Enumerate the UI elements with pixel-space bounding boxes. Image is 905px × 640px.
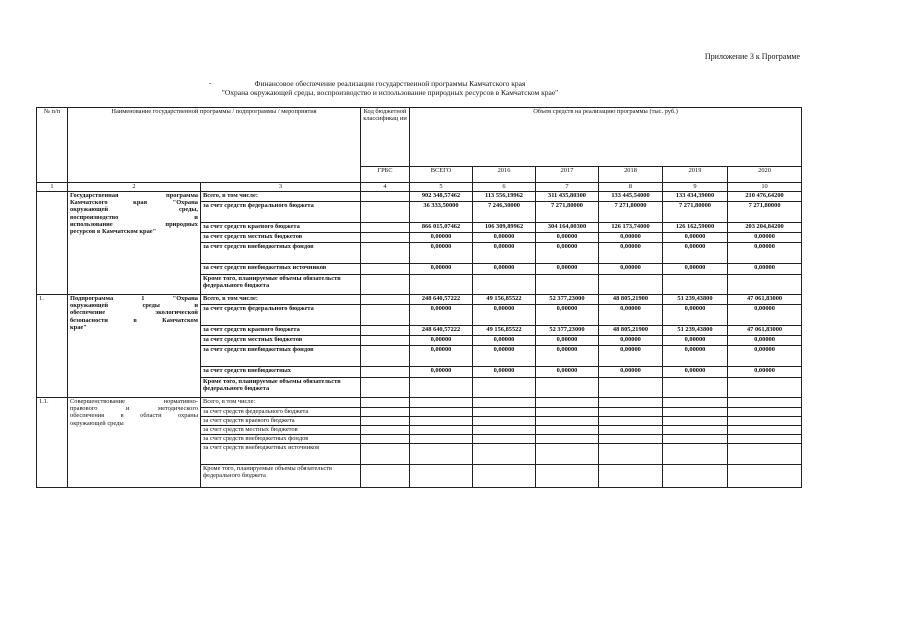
funding-source-label: за счет средств внебюджетных фондов [201, 346, 361, 367]
column-number: 5 [410, 183, 473, 192]
year-value [663, 275, 728, 295]
year-value: 0,00000 [663, 305, 728, 326]
column-number: 4 [361, 183, 410, 192]
funding-source-label: Кроме того, планируемые объемы обязательств федерального бюджета [201, 378, 361, 398]
column-number: 7 [536, 183, 599, 192]
year-value: 210 476,64200 [728, 192, 802, 202]
year-value [599, 426, 663, 435]
year-value [728, 417, 802, 426]
grbs-cell [361, 305, 410, 326]
grbs-cell [361, 264, 410, 275]
funding-source-label: за счет средств краевого бюджета [201, 326, 361, 336]
funding-source-label: Всего, в том числе: [201, 192, 361, 202]
year-value: 0,00000 [536, 367, 599, 378]
year-value [536, 378, 599, 398]
column-number: 9 [663, 183, 728, 192]
year-value [473, 275, 536, 295]
year-value: 0,00000 [536, 336, 599, 346]
title-line-1: Финансовое обеспечение реализации государственной программы Камчатского края [254, 79, 526, 88]
funding-source-label: за счет средств федерального бюджета [201, 408, 361, 417]
year-value: 0,00000 [473, 367, 536, 378]
year-value [536, 465, 599, 488]
year-value: 126 162,59000 [663, 223, 728, 233]
year-value [728, 378, 802, 398]
header-code: Код бюджетной классификац ии [361, 108, 410, 167]
column-number: 6 [473, 183, 536, 192]
total-value: 0,00000 [410, 233, 473, 243]
funding-source-label: Кроме того, планируемые объемы обязательств федерального бюджета [201, 275, 361, 295]
year-value [663, 398, 728, 408]
year-value: 48 805,21900 [599, 295, 663, 305]
funding-source-label: за счет средств федерального бюджета [201, 305, 361, 326]
year-value [536, 444, 599, 465]
year-value: 47 061,83000 [728, 326, 802, 336]
header-total: ВСЕГО [410, 167, 473, 183]
funding-source-label: Всего, в том числе: [201, 398, 361, 408]
grbs-cell [361, 444, 410, 465]
year-value: 0,00000 [473, 336, 536, 346]
year-value [473, 378, 536, 398]
grbs-cell [361, 275, 410, 295]
program-name-line: окружающей среды, [70, 206, 198, 214]
year-value: 113 556,19962 [473, 192, 536, 202]
funding-source-label: за счет средств внебюджетных [201, 367, 361, 378]
year-value: 0,00000 [473, 243, 536, 264]
total-value: 36 333,50000 [410, 202, 473, 223]
funding-source-label: за счет средств краевого бюджета [201, 417, 361, 426]
grbs-cell [361, 435, 410, 444]
year-value: 0,00000 [728, 336, 802, 346]
funding-source-label: за счет средств внебюджетных фондов [201, 243, 361, 264]
year-value [663, 417, 728, 426]
year-value: 0,00000 [473, 346, 536, 367]
document-title [180, 79, 600, 97]
year-value: 7 271,80000 [599, 202, 663, 223]
row-number: 1. [37, 295, 68, 398]
year-value: 48 805,21900 [599, 326, 663, 336]
year-value [473, 465, 536, 488]
year-value: 0,00000 [663, 243, 728, 264]
program-name-line: безопасности в Камчатском [70, 316, 198, 324]
year-value: 7 271,80000 [536, 202, 599, 223]
year-value [599, 417, 663, 426]
year-value [728, 435, 802, 444]
year-value: 47 061,83000 [728, 295, 802, 305]
header-year: 2018 [599, 167, 663, 183]
year-value [663, 465, 728, 488]
title-line-2: "Охрана окружающей среды, воспроизводство и использование природных ресурсов в Камчатском крае" [221, 88, 559, 97]
total-value [410, 378, 473, 398]
total-value: 866 015,07462 [410, 223, 473, 233]
year-value: 0,00000 [663, 346, 728, 367]
year-value: 0,00000 [599, 305, 663, 326]
header-year: 2020 [728, 167, 802, 183]
year-value [663, 435, 728, 444]
total-value [410, 465, 473, 488]
year-value: 0,00000 [536, 243, 599, 264]
year-value [728, 408, 802, 417]
total-value: 0,00000 [410, 367, 473, 378]
grbs-cell [361, 398, 410, 408]
grbs-cell [361, 465, 410, 488]
year-value: 126 173,74000 [599, 223, 663, 233]
header-grbs: ГРБС [361, 167, 410, 183]
year-value: 0,00000 [728, 346, 802, 367]
total-value [410, 275, 473, 295]
funding-source-label: Кроме того, планируемые объемы обязательств федерального бюджета [201, 465, 361, 488]
year-value: 0,00000 [599, 264, 663, 275]
grbs-cell [361, 408, 410, 417]
funding-source-label: за счет средств местных бюджетов [201, 336, 361, 346]
column-number: 10 [728, 183, 802, 192]
year-value: 51 239,43800 [663, 295, 728, 305]
funding-source-label: за счет средств внебюджетных источников [201, 444, 361, 465]
total-value [410, 435, 473, 444]
total-value: 248 640,57222 [410, 326, 473, 336]
year-value [728, 465, 802, 488]
year-value: 311 435,80300 [536, 192, 599, 202]
table-row [37, 398, 802, 408]
program-name-line: Камчатского края "Охрана [70, 199, 198, 207]
total-value [410, 398, 473, 408]
program-name [68, 192, 201, 295]
year-value: 0,00000 [536, 233, 599, 243]
year-value: 52 377,23000 [536, 326, 599, 336]
year-value: 0,00000 [663, 367, 728, 378]
funding-source-label: за счет средств внебюджетных фондов [201, 435, 361, 444]
year-value [728, 398, 802, 408]
grbs-cell [361, 426, 410, 435]
year-value: 7 271,80000 [663, 202, 728, 223]
grbs-cell [361, 233, 410, 243]
year-value [599, 465, 663, 488]
year-value [473, 426, 536, 435]
year-value [599, 378, 663, 398]
appendix-label: Приложение 3 к Программе [704, 52, 800, 61]
year-value: 0,00000 [728, 305, 802, 326]
year-value: 7 271,80000 [728, 202, 802, 223]
year-value: 0,00000 [728, 367, 802, 378]
row-number: 1.1. [37, 398, 68, 488]
header-year: 2016 [473, 167, 536, 183]
column-number: 1 [37, 183, 68, 192]
program-name-line: ресурсов в Камчатском крае" [70, 228, 157, 236]
year-value [473, 444, 536, 465]
program-name-line: Государственная программа [70, 192, 198, 199]
total-value [410, 408, 473, 417]
year-value [599, 435, 663, 444]
program-name-line: обеспечение экологической [70, 309, 198, 317]
column-number: 8 [599, 183, 663, 192]
year-value [473, 408, 536, 417]
year-value: 0,00000 [663, 264, 728, 275]
program-name-line: Подпрограмма 1 "Охрана [70, 295, 198, 302]
grbs-cell [361, 336, 410, 346]
year-value [728, 275, 802, 295]
year-value [536, 435, 599, 444]
year-value [536, 417, 599, 426]
year-value [663, 444, 728, 465]
year-value: 304 164,00300 [536, 223, 599, 233]
program-name-line: использование природных [70, 220, 198, 228]
program-name-line: крае" [70, 323, 87, 331]
year-value: 0,00000 [599, 243, 663, 264]
program-name-line: окружающей среды [70, 419, 124, 427]
year-value [536, 408, 599, 417]
year-value: 0,00000 [728, 264, 802, 275]
year-value: 133 445,54000 [599, 192, 663, 202]
grbs-cell [361, 202, 410, 223]
year-value [728, 426, 802, 435]
funding-source-label: за счет средств местных бюджетов [201, 233, 361, 243]
title-mark: - [209, 79, 212, 87]
total-value: 248 640,57222 [410, 295, 473, 305]
grbs-cell [361, 295, 410, 305]
year-value: 0,00000 [473, 305, 536, 326]
column-number: 2 [68, 183, 201, 192]
program-name-line: правового и методического [70, 405, 198, 413]
funding-source-label: за счет средств местных бюджетов [201, 426, 361, 435]
year-value [663, 378, 728, 398]
year-value: 0,00000 [473, 264, 536, 275]
grbs-cell [361, 378, 410, 398]
year-value [599, 408, 663, 417]
year-value [663, 408, 728, 417]
funding-source-label: Всего, в том числе: [201, 295, 361, 305]
year-value: 0,00000 [663, 233, 728, 243]
header-volume: Объем средств на реализацию программы (тыс. руб.) [410, 108, 802, 167]
header-year: 2017 [536, 167, 599, 183]
year-value: 0,00000 [728, 233, 802, 243]
total-value: 0,00000 [410, 336, 473, 346]
grbs-cell [361, 243, 410, 264]
funding-source-label: за счет средств краевого бюджета [201, 223, 361, 233]
year-value [536, 275, 599, 295]
year-value: 203 204,84200 [728, 223, 802, 233]
total-value: 0,00000 [410, 264, 473, 275]
year-value [728, 444, 802, 465]
year-value [473, 398, 536, 408]
total-value [410, 444, 473, 465]
row-number [37, 192, 68, 295]
grbs-cell [361, 223, 410, 233]
column-number: 3 [201, 183, 361, 192]
year-value [663, 426, 728, 435]
program-name-line: Совершенствование нормативно- [70, 398, 198, 405]
year-value: 0,00000 [536, 264, 599, 275]
financing-table [36, 107, 802, 488]
header-name: Наименование государственной программы / подпрограммы / мероприятия [68, 108, 361, 183]
year-value: 0,00000 [728, 243, 802, 264]
year-value [536, 398, 599, 408]
year-value: 0,00000 [536, 305, 599, 326]
program-name-line: окружающей среды и [70, 302, 198, 310]
grbs-cell [361, 346, 410, 367]
header-year: 2019 [663, 167, 728, 183]
program-name [68, 398, 201, 488]
year-value [473, 435, 536, 444]
year-value: 7 246,30000 [473, 202, 536, 223]
year-value: 49 156,85522 [473, 295, 536, 305]
year-value: 106 309,89962 [473, 223, 536, 233]
year-value [473, 417, 536, 426]
year-value [599, 444, 663, 465]
year-value: 49 156,85522 [473, 326, 536, 336]
grbs-cell [361, 192, 410, 202]
year-value: 52 377,23000 [536, 295, 599, 305]
program-name-line: воспроизводство и [70, 213, 198, 221]
year-value [599, 275, 663, 295]
total-value: 0,00000 [410, 305, 473, 326]
total-value [410, 426, 473, 435]
year-value: 0,00000 [599, 233, 663, 243]
total-value [410, 417, 473, 426]
program-name [68, 295, 201, 398]
total-value: 902 348,57462 [410, 192, 473, 202]
program-name-line: обеспечения в области охраны [70, 412, 198, 420]
grbs-cell [361, 367, 410, 378]
year-value: 0,00000 [599, 367, 663, 378]
grbs-cell [361, 326, 410, 336]
year-value: 0,00000 [599, 346, 663, 367]
year-value: 0,00000 [663, 336, 728, 346]
funding-source-label: за счет средств федерального бюджета [201, 202, 361, 223]
year-value [599, 398, 663, 408]
year-value: 133 434,39000 [663, 192, 728, 202]
table-row [37, 295, 802, 305]
table-row [37, 192, 802, 202]
year-value: 0,00000 [599, 336, 663, 346]
grbs-cell [361, 417, 410, 426]
year-value: 51 239,43800 [663, 326, 728, 336]
funding-source-label: за счет средств внебюджетных источников [201, 264, 361, 275]
header-num: № п/п [37, 108, 68, 183]
year-value: 0,00000 [473, 233, 536, 243]
year-value [536, 426, 599, 435]
year-value: 0,00000 [536, 346, 599, 367]
total-value: 0,00000 [410, 243, 473, 264]
total-value: 0,00000 [410, 346, 473, 367]
